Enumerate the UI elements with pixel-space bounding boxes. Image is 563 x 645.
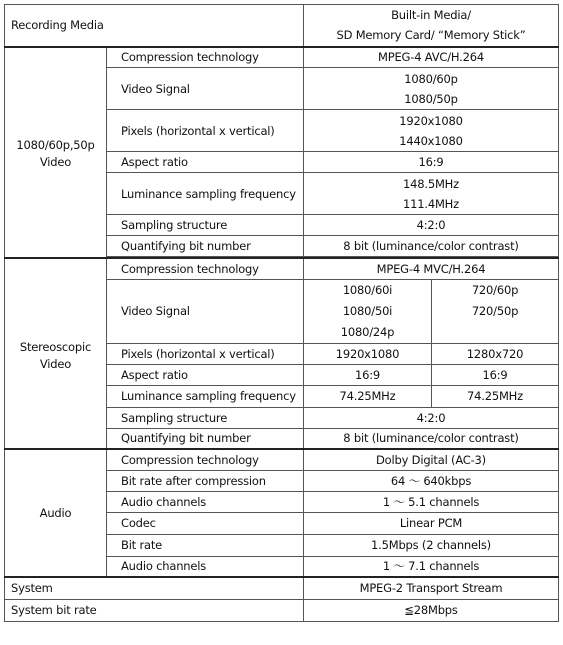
spec-value: 1.5Mbps (2 channels) [304,534,559,556]
spec-label: Compression technology [107,449,304,470]
category-stereoscopic-video [5,258,107,449]
spec-label: Luminance sampling frequency [107,173,304,215]
category-line: Video [39,155,72,170]
system-bitrate-value: ≦28Mbps [304,599,559,621]
spec-value [304,173,559,215]
spec-value: 8 bit (luminance/color contrast) [304,236,559,257]
spec-label: Compression technology [107,47,304,68]
spec-label: Audio channels [107,491,304,512]
spec-value: 1 ～ 7.1 channels [304,556,559,577]
spec-label: Sampling structure [107,215,304,236]
system-row [5,577,559,599]
spec-value-right: 74.25MHz [432,385,559,407]
spec-value: 4:2:0 [304,407,559,428]
spec-label: Codec [107,512,304,534]
spec-value-line: 1080/60p [404,71,458,86]
spec-value: 1 ～ 5.1 channels [304,491,559,512]
spec-label: Video Signal [107,279,304,343]
spec-value [304,110,559,152]
spec-value-line: 1080/50p [404,91,458,106]
system-bitrate-row [5,599,559,621]
recording-media-label: Recording Media [5,5,304,47]
spec-value: Dolby Digital (AC-3) [304,449,559,470]
spec-value [304,68,559,110]
spec-label: Aspect ratio [107,152,304,173]
recording-media-line: SD Memory Card/ “Memory Stick” [336,28,526,43]
table-row [5,47,559,68]
spec-label: Quantifying bit number [107,428,304,449]
spec-value-left: 1920x1080 [304,343,432,364]
spec-value: Linear PCM [304,512,559,534]
spec-label: Bit rate after compression [107,470,304,491]
system-label: System [5,577,304,599]
spec-value-line: 111.4MHz [403,196,459,211]
category-line: Video [39,356,72,371]
spec-label: Video Signal [107,68,304,110]
spec-value-line: 1080/24p [340,324,395,339]
recording-media-row [5,5,559,47]
spec-value: 4:2:0 [304,215,559,236]
spec-label: Bit rate [107,534,304,556]
spec-value: MPEG-4 MVC/H.264 [304,258,559,279]
spec-label: Pixels (horizontal x vertical) [107,110,304,152]
category-hd-video [5,47,107,259]
recording-media-value [304,5,559,47]
spec-label: Sampling structure [107,407,304,428]
spec-label: Aspect ratio [107,364,304,385]
spec-value-right [432,279,559,343]
spec-label: Pixels (horizontal x vertical) [107,343,304,364]
spec-label: Quantifying bit number [107,236,304,257]
spec-value-right: 16:9 [432,364,559,385]
spec-value: 16:9 [304,152,559,173]
spec-label: Audio channels [107,556,304,577]
spec-value-line: 1080/50i [342,303,393,318]
spec-value: 64 ～ 640kbps [304,470,559,491]
spec-value-line: 720/60p [471,282,519,297]
system-value: MPEG-2 Transport Stream [304,577,559,599]
spec-value-left: 16:9 [304,364,432,385]
spec-label: Luminance sampling frequency [107,385,304,407]
category-line: 1080/60p,50p [16,138,95,153]
spec-value-line: 1080/60i [342,282,393,297]
spec-value-line: 148.5MHz [403,176,459,191]
table-row [5,449,559,470]
recording-media-line: Built-in Media/ [391,8,471,23]
category-line: Stereoscopic [19,339,92,354]
spec-value-left [304,279,432,343]
table-row [5,258,559,279]
spec-value-right: 1280x720 [432,343,559,364]
specifications-table [4,4,559,622]
spec-value-line: 720/50p [471,303,519,318]
spec-value-left: 74.25MHz [304,385,432,407]
spec-value-line: 1440x1080 [399,133,463,148]
spec-label: Compression technology [107,258,304,279]
spec-value: MPEG-4 AVC/H.264 [304,47,559,68]
system-bitrate-label: System bit rate [5,599,304,621]
spec-value-line: 1920x1080 [399,113,463,128]
spec-value: 8 bit (luminance/color contrast) [304,428,559,449]
category-audio: Audio [5,449,107,577]
